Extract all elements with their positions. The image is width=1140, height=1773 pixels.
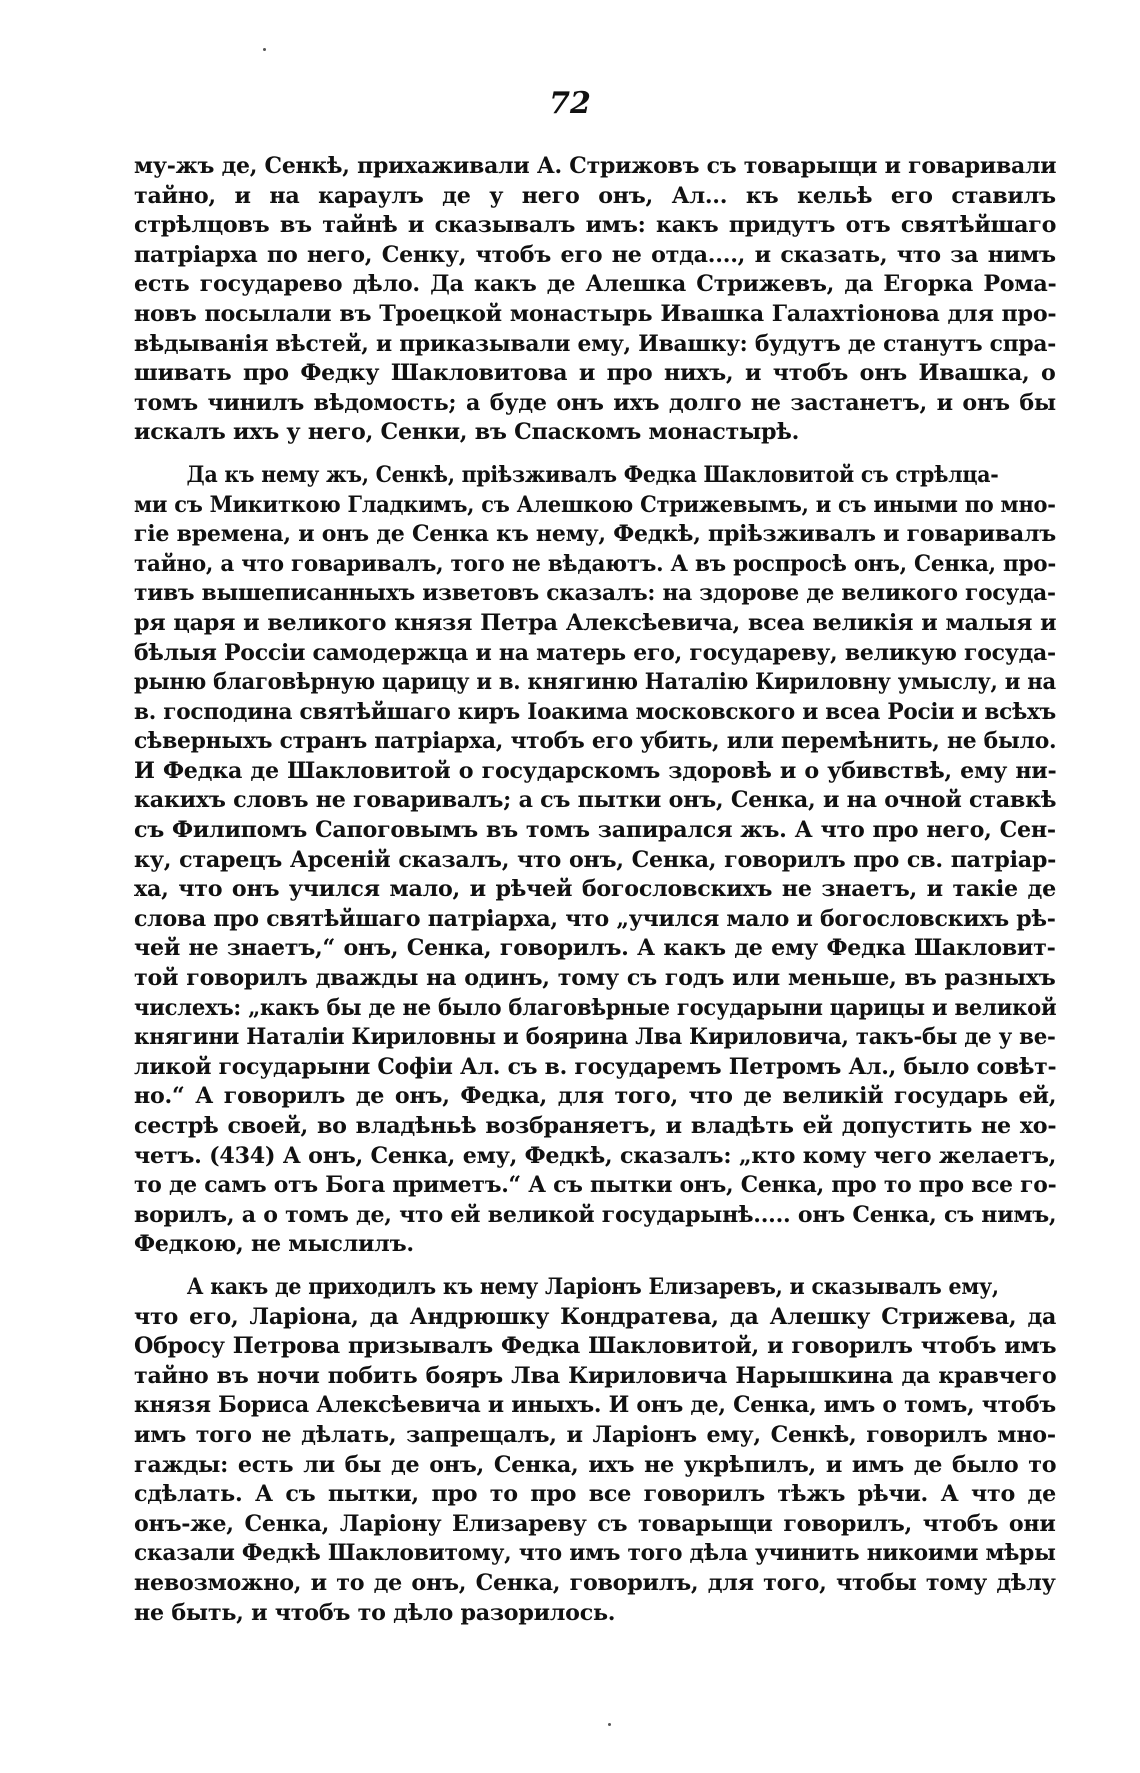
text-line: ря царя и великого князя Петра Алексѣевича, всеа великія и малыя и [134,609,1057,636]
text-line: то де самъ отъ Бога приметъ.“ А съ пытки онъ, Сенка, про то про все го- [134,1172,1057,1199]
text-line: Да къ нему жъ, Сенкѣ, пріѣзживалъ Федка Шакловитой съ стрѣлца- [186,461,999,488]
text-line: стрѣлцовъ въ тайнѣ и сказывалъ имъ: какъ придутъ отъ святѣйшаго [134,212,1057,239]
text-line: гажды: есть ли бы де онъ, Сенка, ихъ не укрѣпилъ, и имъ де было то [134,1451,1057,1478]
text-line: новъ посылали въ Троецкой монастырь Ивашка Галахтіонова для про- [134,300,1057,327]
paragraph-2 [134,461,1056,1260]
text-line: ми съ Микиткою Гладкимъ, съ Алешкою Стрижевымъ, и съ иными по мно- [134,491,1056,518]
text-line: сказали Федкѣ Шакловитому, что имъ того дѣла учинить никоими мѣры [134,1540,1056,1567]
text-line: чей не знаетъ,“ онъ, Сенка, говорилъ. А какъ де ему Федка Шакловит- [134,935,1056,962]
text-line: онъ-же, Сенка, Ларіону Елизареву съ товарыщи говорилъ, чтобъ они [134,1510,1056,1537]
text-line: не быть, и чтобъ то дѣло разорилось. [134,1599,616,1626]
text-line: четъ. (434) А онъ, Сенка, ему, Федкѣ, сказалъ: „кто кому чего желаетъ, [134,1142,1057,1169]
page-body [134,152,1056,1641]
text-line: рыню благовѣрную царицу и в. княгиню Наталію Кириловну умыслу, и на [134,669,1056,696]
text-line: тивъ вышеписанныхъ изветовъ сказалъ: на здорове де великого госуда- [134,580,1056,607]
text-line: князя Бориса Алексѣевича и иныхъ. И онъ де, Сенка, имъ о томъ, чтобъ [134,1392,1056,1419]
text-line: но.“ А говорилъ де онъ, Федка, для того, что де великій государь ей, [134,1083,1057,1110]
text-line: в. господина святѣйшаго киръ Іоакима московского и всеа Росіи и всѣхъ [134,698,1056,725]
text-line: невозможно, и то де онъ, Сенка, говорилъ, для того, чтобы тому дѣлу [134,1569,1056,1596]
paragraph-3 [134,1273,1056,1628]
text-line: той говорилъ дважды на одинъ, тому съ годъ или меньше, въ разныхъ [134,965,1056,992]
text-line: сѣверныхъ странъ патріарха, чтобъ его убить, или перемѣнить, не было. [134,728,1057,755]
text-line: ликой государыни Софіи Ал. съ в. государемъ Петромъ Ал., было совѣт- [134,1053,1057,1080]
text-line: томъ чинилъ вѣдомость; а буде онъ ихъ долго не застанетъ, и онъ бы [134,389,1056,416]
text-line: ворилъ, а о томъ де, что ей великой государынѣ..... онъ Сенка, съ нимъ, [134,1201,1057,1228]
text-line: му-жъ де, Сенкѣ, прихаживали А. Стрижовъ съ товарыщи и говаривали [134,153,1057,179]
text-line: княгини Наталіи Кириловны и боярина Лва Кириловича, такъ-бы де у ве- [134,1024,1056,1051]
text-line: патріарха по него, Сенку, чтобъ его не отда...., и сказать, что за нимъ [134,241,1056,268]
text-line: искалъ ихъ у него, Сенки, въ Спаскомъ монастырѣ. [134,419,800,446]
text-line: есть государево дѣло. Да какъ де Алешка Стрижевъ, да Егорка Рома- [134,271,1057,298]
scan-speck [263,48,266,51]
text-line: какихъ словъ не говаривалъ; а съ пытки онъ, Сенка, и на очной ставкѣ [134,787,1057,814]
text-line: слова про святѣйшаго патріарха, что „учился мало и богословскихъ рѣ- [134,905,1056,932]
text-line: вѣдыванія вѣстей, и приказывали ему, Ивашку: будутъ де станутъ спра- [134,330,1057,357]
text-line: сестрѣ своей, во владѣньѣ возбраняетъ, и владѣть ей допустить не хо- [134,1113,1057,1139]
text-line: Федкою, не мыслилъ. [134,1231,414,1258]
page-number: 72 [549,86,591,121]
text-line: гіе времена, и онъ де Сенка къ нему, Федкѣ, пріѣзживалъ и говаривалъ [134,521,1056,548]
text-line: тайно, и на караулъ де у него онъ, Ал... къ кельѣ его ставилъ [134,182,1056,209]
text-line: ха, что онъ учился мало, и рѣчей богословскихъ не знаетъ, и такіе де [134,876,1056,903]
text-line: А какъ де приходилъ къ нему Ларіонъ Елизаревъ, и сказывалъ ему, [186,1273,999,1300]
paragraph-1 [134,152,1056,448]
text-line: что его, Ларіона, да Андрюшку Кондратева, да Алешку Стрижева, да [134,1303,1057,1330]
text-line: тайно въ ночи побить бояръ Лва Кириловича Нарышкина да кравчего [134,1362,1057,1389]
text-line: числехъ: „какъ бы де не было благовѣрные государыни царицы и великой [134,994,1057,1021]
text-line: ку, старецъ Арсеній сказалъ, что онъ, Сенка, говорилъ про св. патріар- [134,846,1057,873]
text-line: Обросу Петрова призывалъ Федка Шакловитой, и говорилъ чтобъ имъ [134,1333,1057,1360]
scan-speck [608,1723,611,1726]
text-line: имъ того не дѣлать, запрещалъ, и Ларіонъ ему, Сенкѣ, говорилъ мно- [134,1421,1056,1448]
text-line: шивать про Федку Шакловитова и про нихъ, и чтобъ онъ Ивашка, о [134,360,1056,387]
text-line: бѣлыя Россіи самодержца и на матерь его, государеву, великую госуда- [134,639,1056,666]
text-line: съ Филипомъ Сапоговымъ въ томъ запирался жъ. А что про него, Сен- [134,817,1056,844]
text-line: тайно, а что говаривалъ, того не вѣдаютъ. А въ роспросѣ онъ, Сенка, про- [134,550,1056,577]
text-line: сдѣлать. А съ пытки, про то про все говорилъ тѣжъ рѣчи. А что де [134,1481,1056,1508]
text-line: И Федка де Шакловитой о государскомъ здоровѣ и о убивствѣ, ему ни- [134,757,1057,784]
